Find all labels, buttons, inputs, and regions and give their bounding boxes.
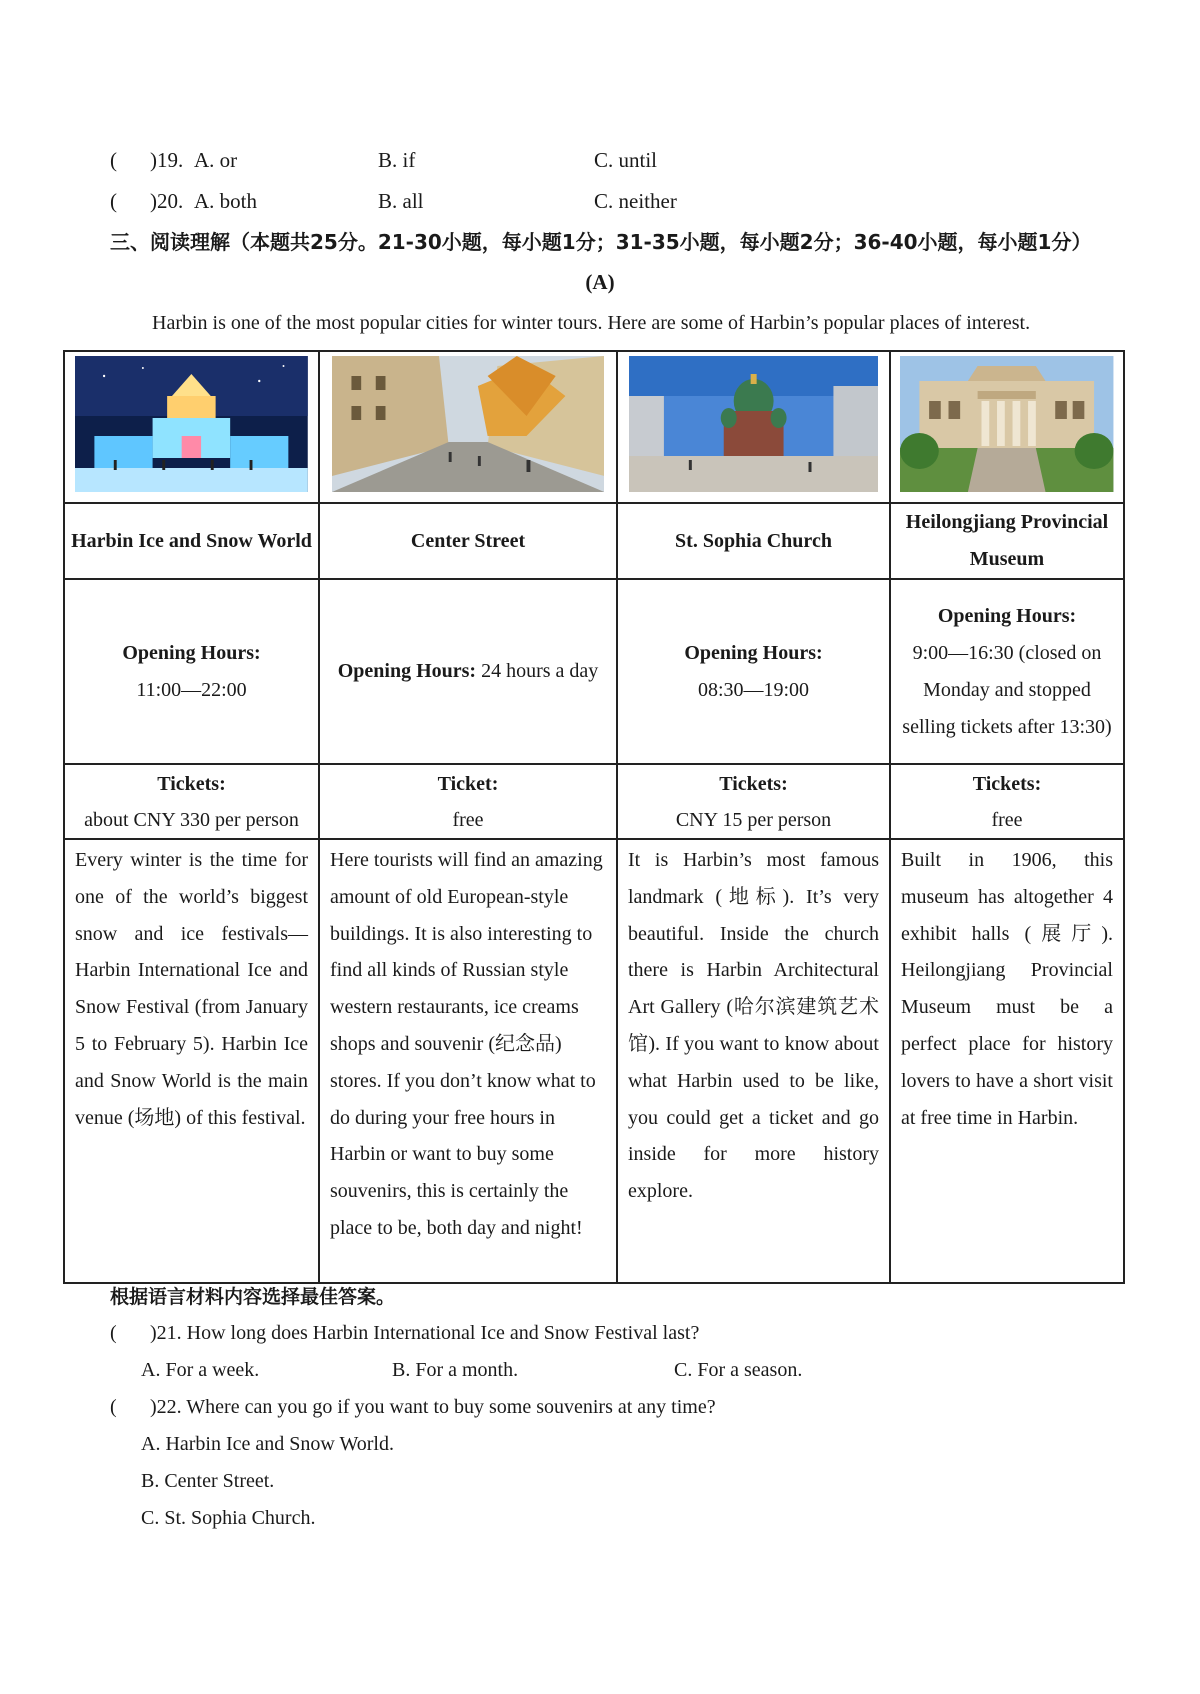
image-cell	[64, 351, 319, 503]
option-c: C. until	[594, 148, 658, 172]
place-name: Harbin Ice and Snow World	[64, 503, 319, 579]
provincial-museum-photo	[900, 356, 1113, 492]
opening-hours-label: Opening Hours:	[684, 641, 823, 664]
option-b: B. if	[378, 148, 416, 172]
description-row	[64, 839, 1124, 1283]
place-description: Here tourists will find an amazing amount of old European-style buildings. It is also interesting to find all kinds of Russian style western restaurants, ice creams shops and souvenir (纪念品) stores. If you don’t know what to do during your free hours in Harbin or want to buy some souvenirs, this is certainly the place to be, both day and night!	[319, 839, 617, 1283]
tickets	[64, 764, 319, 839]
place-description: It is Harbin’s most famous landmark (地标). It’s very beautiful. Inside the church there is Harbin Architectural Art Gallery (哈尔滨建筑艺术馆). If you want to know about what Harbin used to be like, you could get a ticket and go inside for more history explore.	[617, 839, 890, 1283]
opening-hours-label: Opening Hours:	[937, 604, 1077, 627]
opening-hours-label: Opening Hours:	[337, 660, 477, 682]
image-cell	[319, 351, 617, 503]
question-number: )20.	[150, 189, 184, 213]
tickets-value: CNY 15 per person	[675, 808, 832, 831]
option-a: A. or	[194, 148, 238, 172]
places-table	[63, 350, 1125, 1284]
q21-option-c: C. For a season.	[674, 1359, 803, 1381]
image-row	[64, 351, 1124, 503]
opening-hours-value: 11:00—22:00	[136, 678, 247, 701]
tickets	[617, 764, 890, 839]
passage-label: (A)	[585, 270, 615, 294]
image-cell	[890, 351, 1124, 503]
ice-snow-world-photo	[75, 356, 308, 492]
tickets-value: about CNY 330 per person	[84, 808, 299, 831]
option-b: B. all	[378, 189, 424, 213]
opening-hours-label: Opening Hours:	[122, 641, 261, 664]
opening-hours-value: 08:30—19:00	[697, 678, 810, 701]
place-name: Center Street	[319, 503, 617, 579]
q22-option-a: A. Harbin Ice and Snow World.	[141, 1433, 394, 1455]
tickets-label: Tickets:	[157, 772, 226, 795]
place-name: Heilongjiang Provincial Museum	[890, 503, 1124, 579]
place-description: Every winter is the time for one of the world’s biggest snow and ice festivals—Harbin International Ice and Snow Festival (from January 5 to February 5). Harbin Ice and Snow World is the main venue (场地) of this festival.	[64, 839, 319, 1283]
question-text: )21. How long does Harbin International Ice and Snow Festival last?	[150, 1322, 700, 1344]
opening-hours-value: 9:00—16:30 (closed on Monday and stopped selling tickets after 13:30)	[902, 641, 1112, 738]
opening-hours	[617, 579, 890, 764]
place-name: St. Sophia Church	[617, 503, 890, 579]
tickets	[890, 764, 1124, 839]
q21-option-a: A. For a week.	[141, 1359, 260, 1381]
tickets-label: Ticket:	[437, 772, 499, 795]
answer-blank: (	[110, 1322, 117, 1344]
st-sophia-church-photo	[629, 356, 878, 492]
opening-hours	[319, 579, 617, 764]
tickets	[319, 764, 617, 839]
question-number: )19.	[150, 148, 184, 172]
q22-option-b: B. Center Street.	[141, 1470, 275, 1492]
tickets-value: free	[991, 808, 1023, 831]
q21-option-b: B. For a month.	[392, 1359, 519, 1381]
answer-blank: (	[110, 189, 117, 213]
tickets-row	[64, 764, 1124, 839]
tickets-label: Tickets:	[972, 772, 1042, 795]
place-description: Built in 1906, this museum has altogether 4 exhibit halls (展厅). Heilongjiang Provincial Museum must be a perfect place for history lovers to have a short visit at free time in Harbin.	[890, 839, 1124, 1283]
center-street-photo	[332, 356, 604, 492]
tickets-value: free	[452, 808, 484, 831]
option-a: A. both	[194, 189, 257, 213]
instruction: 根据语言材料内容选择最佳答案。	[110, 1286, 396, 1308]
image-cell	[617, 351, 890, 503]
opening-hours	[64, 579, 319, 764]
opening-hours	[890, 579, 1124, 764]
hours-row	[64, 579, 1124, 764]
tickets-label: Tickets:	[719, 772, 788, 795]
question-text: )22. Where can you go if you want to buy some souvenirs at any time?	[150, 1396, 716, 1418]
q22-option-c: C. St. Sophia Church.	[141, 1507, 316, 1529]
section-title: 三、阅读理解（本题共25分。21-30小题，每小题1分；31-35小题，每小题2分；36-40小题，每小题1分）	[110, 230, 1092, 254]
name-row	[64, 503, 1124, 579]
passage-intro: Harbin is one of the most popular cities for winter tours. Here are some of Harbin’s popular places of interest.	[152, 312, 1031, 334]
opening-hours-value: 24 hours a day	[481, 660, 599, 682]
answer-blank: (	[110, 148, 117, 172]
option-c: C. neither	[594, 189, 677, 213]
answer-blank: (	[110, 1396, 117, 1418]
